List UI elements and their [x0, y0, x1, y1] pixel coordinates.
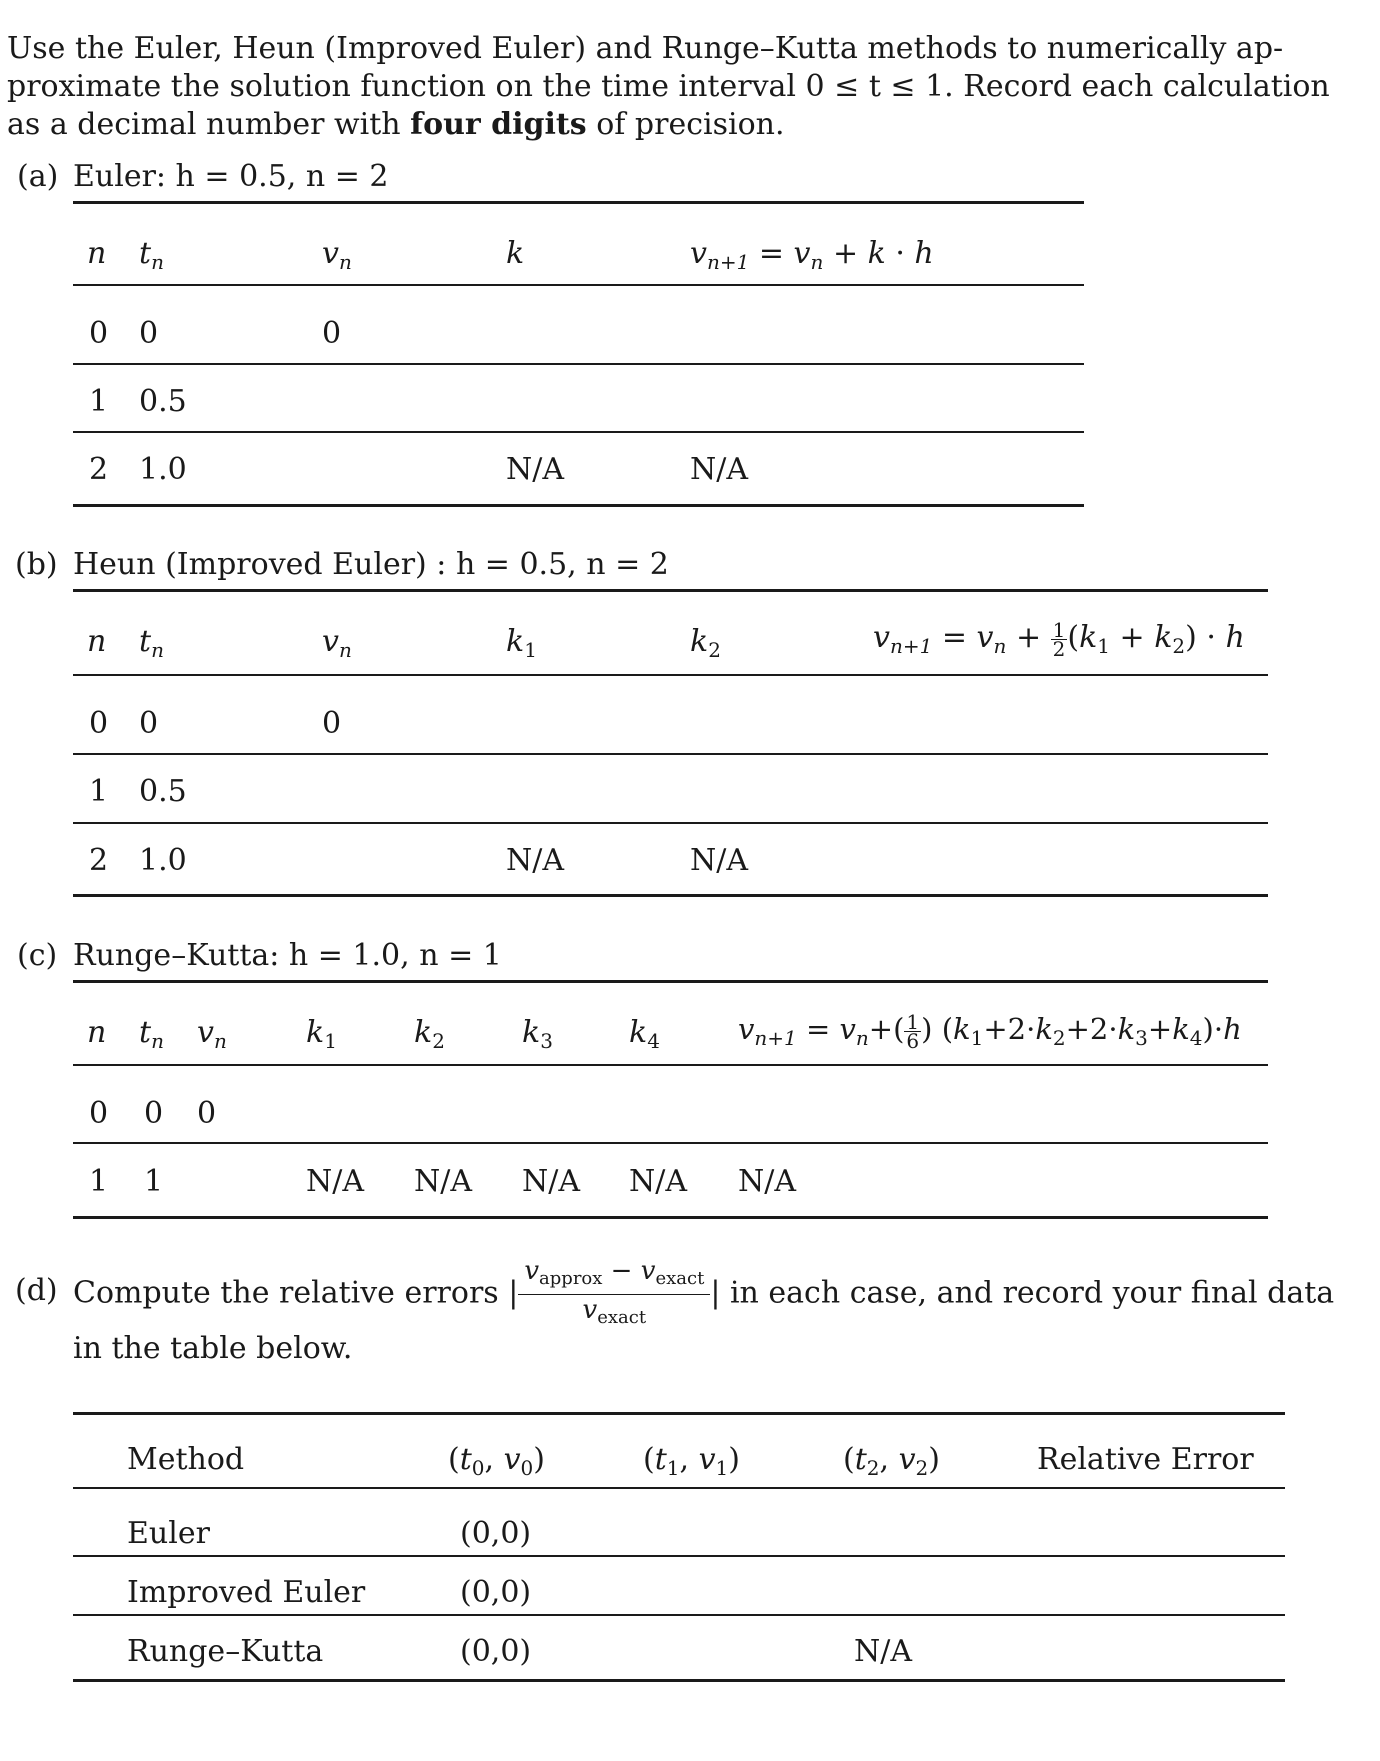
- part-a-bottom-rule: [73, 504, 1084, 507]
- part-b-r2-k2: N/A: [690, 843, 749, 878]
- part-b-r0-t: 0: [139, 706, 159, 741]
- part-b-r1-n: 1: [89, 774, 109, 809]
- part-a-title: Euler: h = 0.5, n = 2: [73, 159, 389, 194]
- part-c-label: (c): [17, 938, 58, 973]
- part-d-r1-p0: (0,0): [460, 1575, 532, 1610]
- part-b-bottom-rule: [73, 894, 1268, 897]
- part-d-header-p1: ($t_1$, $v_1$): [643, 1442, 740, 1480]
- part-d-bottom-rule: [73, 1679, 1285, 1682]
- part-d-r2-p0: (0,0): [460, 1634, 532, 1669]
- part-b-header-k1: $k_1$: [506, 624, 537, 662]
- part-d-row-rule-1: [73, 1555, 1285, 1557]
- part-a-label: (a): [17, 159, 59, 194]
- part-c-top-rule: [73, 980, 1268, 983]
- part-c-row-rule-1: [73, 1142, 1268, 1144]
- part-c-r0-t: 0: [144, 1096, 164, 1131]
- part-c-header-n: n: [87, 1015, 107, 1050]
- part-b-r1-t: 0.5: [139, 774, 187, 809]
- part-d-r2-p2: N/A: [854, 1634, 913, 1669]
- part-a-header-rule: [73, 284, 1084, 286]
- part-c-header-k2: $k_2$: [414, 1015, 445, 1053]
- intro-line-2: proximate the solution function on the time interval 0 ≤ t ≤ 1. Record each calculation: [7, 69, 1330, 104]
- part-a-header-vn: $v_n$: [322, 236, 352, 274]
- part-b-r2-t: 1.0: [139, 843, 187, 878]
- part-b-title: Heun (Improved Euler) : h = 0.5, n = 2: [73, 547, 669, 582]
- part-d-line-2: in the table below.: [73, 1331, 353, 1366]
- intro-line-1: Use the Euler, Heun (Improved Euler) and Runge–Kutta methods to numerically ap-: [7, 31, 1284, 66]
- part-d-r0-method: Euler: [127, 1516, 210, 1551]
- part-c-r1-next: N/A: [738, 1164, 797, 1199]
- part-d-top-rule: [73, 1412, 1285, 1415]
- part-b-header-n: n: [87, 624, 107, 659]
- part-d-header-error: Relative Error: [1037, 1442, 1254, 1477]
- part-a-r2-next: N/A: [690, 452, 749, 487]
- part-a-top-rule: [73, 201, 1084, 204]
- part-b-header-rule: [73, 674, 1268, 676]
- intro-bold-phrase: four digits: [410, 107, 587, 142]
- part-c-header-tn: $t_n$: [139, 1015, 164, 1053]
- part-b-header-vn: $v_n$: [322, 624, 352, 662]
- part-b-label: (b): [15, 547, 58, 582]
- part-a-header-tn: $t_n$: [139, 236, 164, 274]
- part-a-header-update: $v_{n+1} = v_n + k \cdot h$: [690, 236, 934, 274]
- part-b-header-k2: $k_2$: [690, 624, 721, 662]
- part-b-row-rule-2: [73, 822, 1268, 824]
- part-c-header-k3: $k_3$: [522, 1015, 553, 1053]
- part-a-header-k: k: [506, 236, 525, 271]
- part-c-header-k1: $k_1$: [306, 1015, 337, 1053]
- part-a-r1-n: 1: [89, 384, 109, 419]
- part-c-r1-k4: N/A: [629, 1164, 688, 1199]
- part-a-r2-t: 1.0: [139, 452, 187, 487]
- part-b-r0-n: 0: [89, 706, 109, 741]
- intro-line-3: as a decimal number with four digits of precision.: [7, 107, 785, 142]
- part-c-header-rule: [73, 1064, 1268, 1066]
- part-a-r0-v: 0: [322, 316, 342, 351]
- part-a-r1-t: 0.5: [139, 384, 187, 419]
- part-a-r0-t: 0: [139, 316, 159, 351]
- part-b-top-rule: [73, 589, 1268, 592]
- part-b-r2-n: 2: [89, 843, 109, 878]
- part-a-row-rule-2: [73, 431, 1084, 433]
- part-d-r1-method: Improved Euler: [127, 1575, 366, 1610]
- part-b-row-rule-1: [73, 753, 1268, 755]
- part-a-r2-n: 2: [89, 452, 109, 487]
- part-c-r0-v: 0: [197, 1096, 217, 1131]
- part-a-r0-n: 0: [89, 316, 109, 351]
- part-c-header-k4: $k_4$: [629, 1015, 660, 1053]
- part-a-header-n: n: [87, 236, 107, 271]
- part-b-header-tn: $t_n$: [139, 624, 164, 662]
- part-c-r0-n: 0: [89, 1096, 109, 1131]
- part-d-header-method: Method: [127, 1442, 245, 1477]
- part-d-header-p0: ($t_0$, $v_0$): [448, 1442, 545, 1480]
- part-c-r1-k1: N/A: [306, 1164, 365, 1199]
- part-d-label: (d): [15, 1273, 58, 1308]
- part-d-header-rule: [73, 1487, 1285, 1489]
- part-c-r1-k3: N/A: [522, 1164, 581, 1199]
- part-c-title: Runge–Kutta: h = 1.0, n = 1: [73, 938, 502, 973]
- part-d-header-p2: ($t_2$, $v_2$): [843, 1442, 940, 1480]
- relative-error-fraction: $\frac{\text{vapprox − vexact}}{\text{vexact}}$: [518, 1256, 710, 1333]
- part-d-instruction: Compute the relative errors | $\frac{\text{vapprox − vexact}}{\text{vexact}}$ | in each case, and record your final data: [73, 1256, 1334, 1333]
- part-c-r1-k2: N/A: [414, 1164, 473, 1199]
- part-d-r0-p0: (0,0): [460, 1516, 532, 1551]
- part-b-r0-v: 0: [322, 706, 342, 741]
- part-a-row-rule-1: [73, 363, 1084, 365]
- part-a-r2-k: N/A: [506, 452, 565, 487]
- part-d-row-rule-2: [73, 1614, 1285, 1616]
- part-c-header-update: $v_{n+1} = v_n+$( $\frac{1}{6}$ ) $(k_1+2\cdot k_2+2\cdot k_3+k_4)\cdot h$: [738, 1009, 1242, 1053]
- part-b-r2-k1: N/A: [506, 843, 565, 878]
- part-d-r2-method: Runge–Kutta: [127, 1634, 324, 1669]
- part-c-r1-t: 1: [144, 1164, 164, 1199]
- part-c-header-vn: $v_n$: [197, 1015, 227, 1053]
- part-c-bottom-rule: [73, 1216, 1268, 1219]
- part-c-r1-n: 1: [89, 1164, 109, 1199]
- part-b-header-update: $v_{n+1} = v_n$ + $\frac{1}{2}$ $(k_1 + k_2) \cdot h$: [873, 617, 1245, 661]
